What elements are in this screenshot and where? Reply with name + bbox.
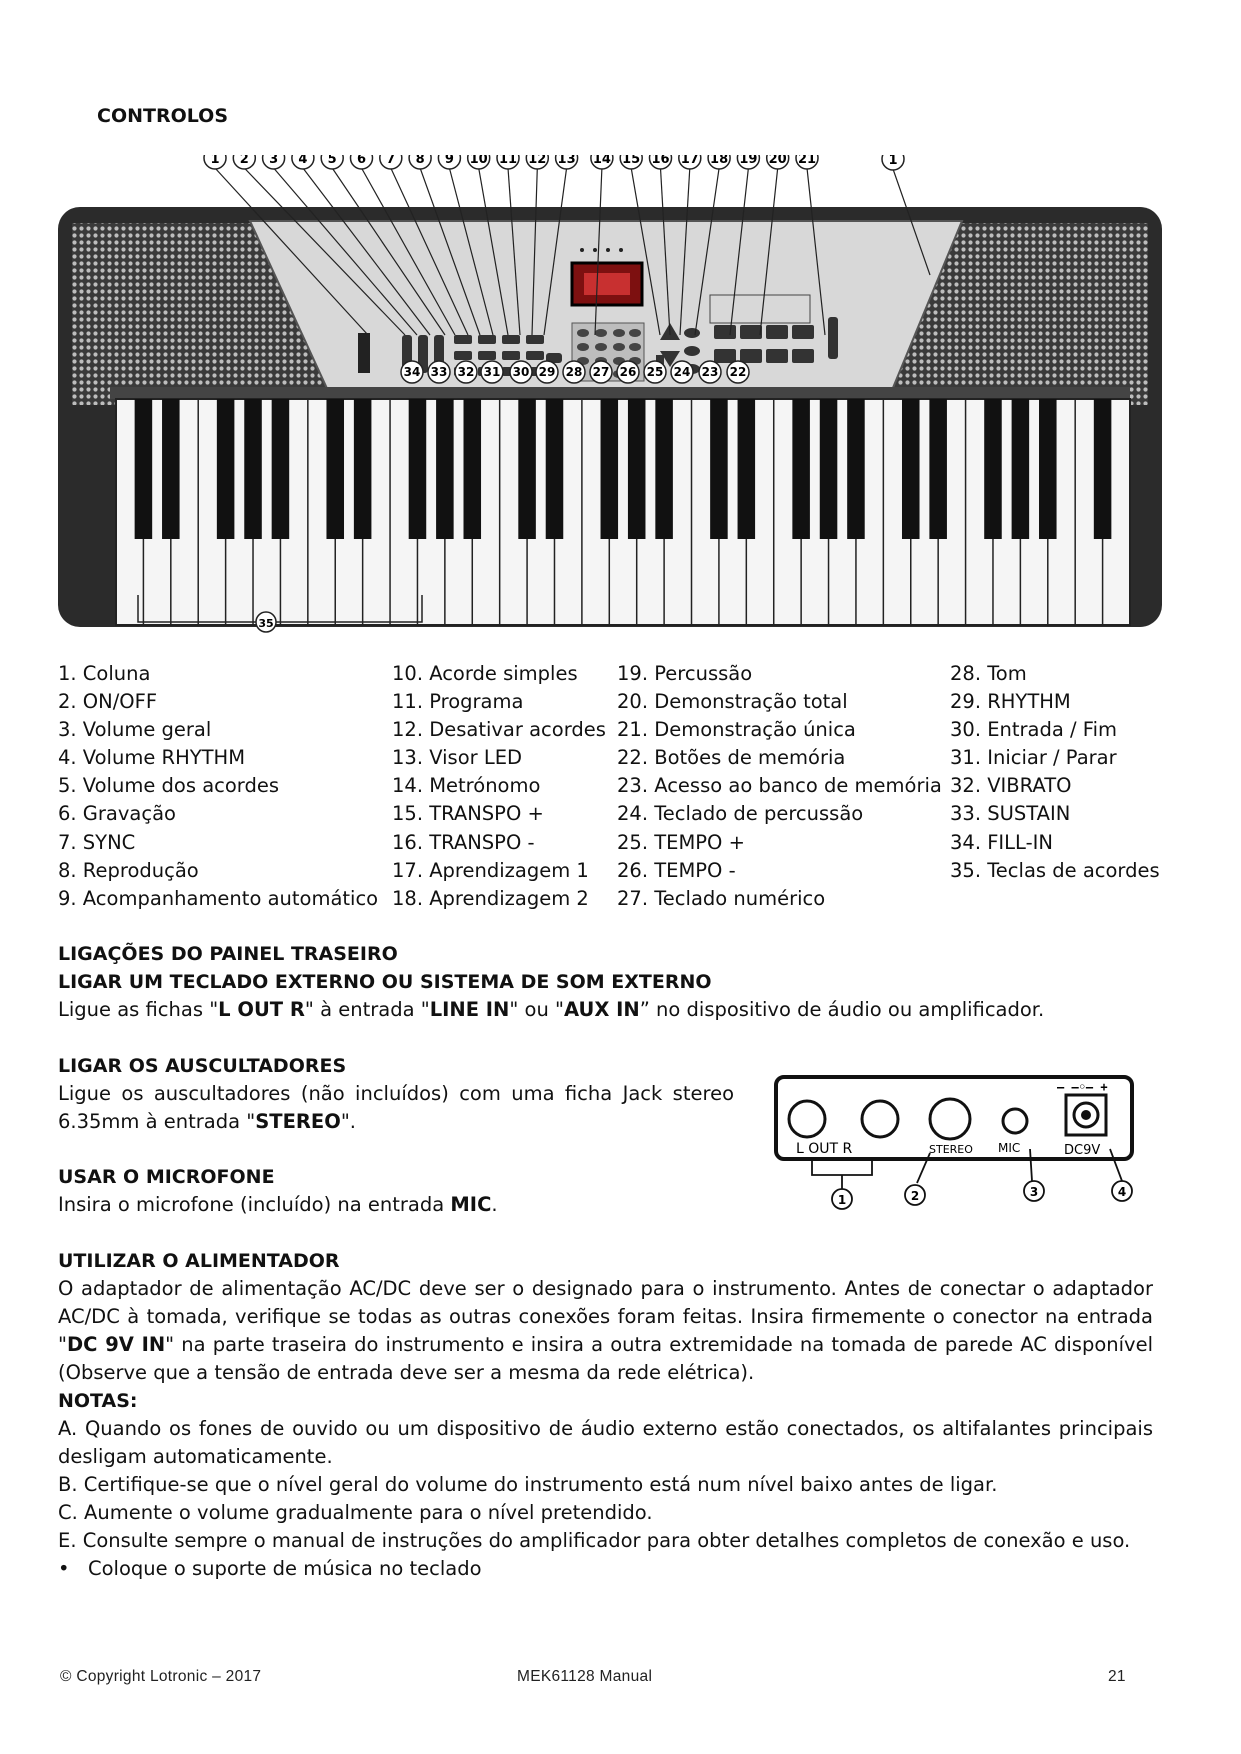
black-key [847,399,865,539]
control-item: 3. Volume geral [58,718,212,742]
control-item: 31. Iniciar / Parar [950,746,1117,770]
callout-number: 20 [768,155,787,167]
black-key [929,399,947,539]
control-item: 35. Teclas de acordes [950,858,1160,882]
callout-number: 5 [327,155,337,167]
callout-number: 11 [498,155,518,167]
control-item: 14. Metrónomo [392,774,541,798]
callout-number: 13 [557,155,576,167]
black-key [902,399,920,539]
r-out-jack [862,1101,898,1137]
control-item: 12. Desativar acordes [392,718,606,742]
control-item: 19. Percussão [617,662,753,685]
control-item: 24. Teclado de percussão [617,802,864,826]
black-key [436,399,454,539]
callout-number: 32 [457,365,475,379]
control-item: 22. Botões de memória [617,746,846,770]
callout-number: 27 [592,365,610,379]
controls-col-2 [392,660,606,913]
footer-page: 21 [1108,1668,1126,1685]
led-digits [584,273,630,295]
note-a: A. Quando os fones de ouvido ou um dispositivo de áudio externo estão conectados, os altifalantes principais desligam automaticamente. [58,1417,1153,1468]
black-key [628,399,646,539]
footer-copyright: © Copyright Lotronic – 2017 [60,1668,262,1685]
callout-number: 30 [512,365,530,379]
black-key [244,399,262,539]
mic-title: USAR O MICROFONE [58,1166,275,1188]
out-label: L OUT R [796,1141,853,1157]
black-key [464,399,482,539]
control-item: 7. SYNC [58,830,136,854]
power-title: UTILIZAR O ALIMENTADOR [58,1250,340,1272]
control-item: 11. Programa [392,690,524,714]
power-switch [358,333,370,373]
power-paragraph: O adaptador de alimentação AC/DC deve ser o designado para o instrumento. Antes de conectar o adaptador AC/DC à tomada, verifique se todas as outras conexões foram feitas. Insira firmemente o conector na entrada "DC 9V IN" na parte traseira do instrumento e insira a outra extremidade na tomada de parede AC disponível (Observe que a tensão de entrada deve ser a mesma da rede elétrica). [58,1277,1153,1384]
l-out-jack [789,1101,825,1137]
callout-number: 24 [673,365,691,379]
control-item: 6. Gravação [58,802,176,826]
control-item: 28. Tom [950,662,1027,685]
svg-text:4: 4 [1117,1185,1127,1199]
keyboard-diagram [50,155,1170,635]
control-item: 9. Acompanhamento automático [58,886,379,910]
black-key [135,399,153,539]
svg-text:1: 1 [837,1193,847,1207]
callout-35-label: 35 [258,617,274,630]
controls-col-1 [58,660,378,913]
control-item: 34. FILL-IN [950,830,1053,854]
note-c: C. Aumente o volume gradualmente para o nível pretendido. [58,1501,653,1524]
rear-panel-title: LIGAÇÕES DO PAINEL TRASEIRO [58,943,398,965]
callout-number: 3 [269,155,279,167]
control-item: 15. TRANSPO + [392,802,544,826]
callout-number: 22 [729,365,747,379]
control-item: 8. Reprodução [58,858,199,882]
callout-number: 17 [680,155,699,167]
control-item: 21. Demonstração única [617,718,856,742]
callout-number: 1 [888,155,898,168]
control-item: 26. TEMPO - [617,858,736,882]
callout-number: 26 [619,365,637,379]
callout-number: 16 [651,155,670,167]
black-key [518,399,536,539]
callout-number: 4 [298,155,308,167]
svg-text:2: 2 [910,1189,920,1203]
callout-number: 33 [430,365,448,379]
footer-model: MEK61128 Manual [517,1668,653,1685]
callout-number: 21 [797,155,817,167]
headphones-paragraph: Ligue os auscultadores (não incluídos) com uma ficha Jack stereo 6.35mm à entrada "STEREO". [58,1082,734,1133]
black-key [354,399,372,539]
control-item: 29. RHYTHM [950,690,1071,714]
black-key [272,399,290,539]
callout-number: 19 [739,155,758,167]
mic-label: MIC [998,1141,1021,1155]
callout-number: 10 [469,155,488,167]
callout-number: 6 [356,155,367,167]
callout-number: 23 [701,365,719,379]
callout-number: 1 [210,155,220,167]
callout-number: 31 [483,365,501,379]
headphones-title: LIGAR OS AUSCULTADORES [58,1055,347,1077]
external-paragraph: Ligue as fichas "L OUT R" à entrada "LINE IN" ou "AUX IN” no dispositivo de áudio ou amplificador. [58,998,1045,1021]
control-item: 27. Teclado numérico [617,886,826,910]
control-item: 16. TRANSPO - [392,830,535,854]
stereo-label: STEREO [929,1143,973,1156]
black-key [984,399,1002,539]
black-key [1039,399,1057,539]
callout-number: 7 [386,155,396,167]
black-key [601,399,619,539]
keys-area [116,399,1130,625]
external-title: LIGAR UM TECLADO EXTERNO OU SISTEMA DE SOM EXTERNO [58,971,712,993]
control-item: 20. Demonstração total [617,690,848,714]
black-key [1012,399,1030,539]
callout-number: 8 [415,155,425,167]
svg-text:3: 3 [1029,1185,1039,1199]
note-b: B. Certifique-se que o nível geral do volume do instrumento está num nível baixo antes de ligar. [58,1473,998,1496]
callout-number: 18 [710,155,729,167]
black-key [409,399,427,539]
control-item: 1. Coluna [58,662,151,685]
mic-jack [1003,1109,1027,1133]
callout-number: 28 [565,365,583,379]
black-key [326,399,344,539]
polarity-label: – –◦– + [1057,1080,1108,1094]
control-item: 5. Volume dos acordes [58,774,280,798]
callout-number: 14 [592,155,611,167]
notes-title: NOTAS: [58,1390,138,1412]
callout-number: 15 [622,155,641,167]
controls-col-4 [950,660,1160,885]
black-key [1094,399,1112,539]
callout-number: 29 [538,365,556,379]
black-key [792,399,810,539]
controls-col-3 [617,660,942,913]
callout-number: 9 [444,155,454,167]
callout-number: 12 [528,155,547,167]
stereo-jack [930,1099,970,1139]
section-title: CONTROLOS [97,105,229,127]
black-key [820,399,838,539]
control-item: 25. TEMPO + [617,830,745,854]
control-item: 2. ON/OFF [58,690,158,714]
callout-number: 25 [646,365,664,379]
note-e: E. Consulte sempre o manual de instruções do amplificador para obter detalhes completos de conexão e uso. [58,1529,1131,1552]
control-item: 4. Volume RHYTHM [58,746,246,770]
black-key [162,399,180,539]
control-item: 32. VIBRATO [950,774,1072,798]
callout-number: 2 [239,155,249,167]
control-item: 23. Acesso ao banco de memória [617,774,942,798]
control-item: 10. Acorde simples [392,662,578,685]
control-item: 30. Entrada / Fim [950,718,1118,742]
black-key [710,399,728,539]
black-key [738,399,756,539]
callout-number: 34 [403,365,421,379]
black-key [546,399,564,539]
control-item: 13. Visor LED [392,746,523,770]
dc-label: DC9V [1064,1143,1101,1158]
control-item: 33. SUSTAIN [950,802,1071,826]
control-item: 18. Aprendizagem 2 [392,886,589,910]
note-bullet: • Coloque o suporte de música no teclado [58,1557,482,1580]
rear-panel-diagram [772,1073,1144,1215]
black-key [655,399,673,539]
black-key [217,399,235,539]
mic-paragraph: Insira o microfone (incluído) na entrada MIC. [58,1193,498,1216]
control-item: 17. Aprendizagem 1 [392,858,589,882]
